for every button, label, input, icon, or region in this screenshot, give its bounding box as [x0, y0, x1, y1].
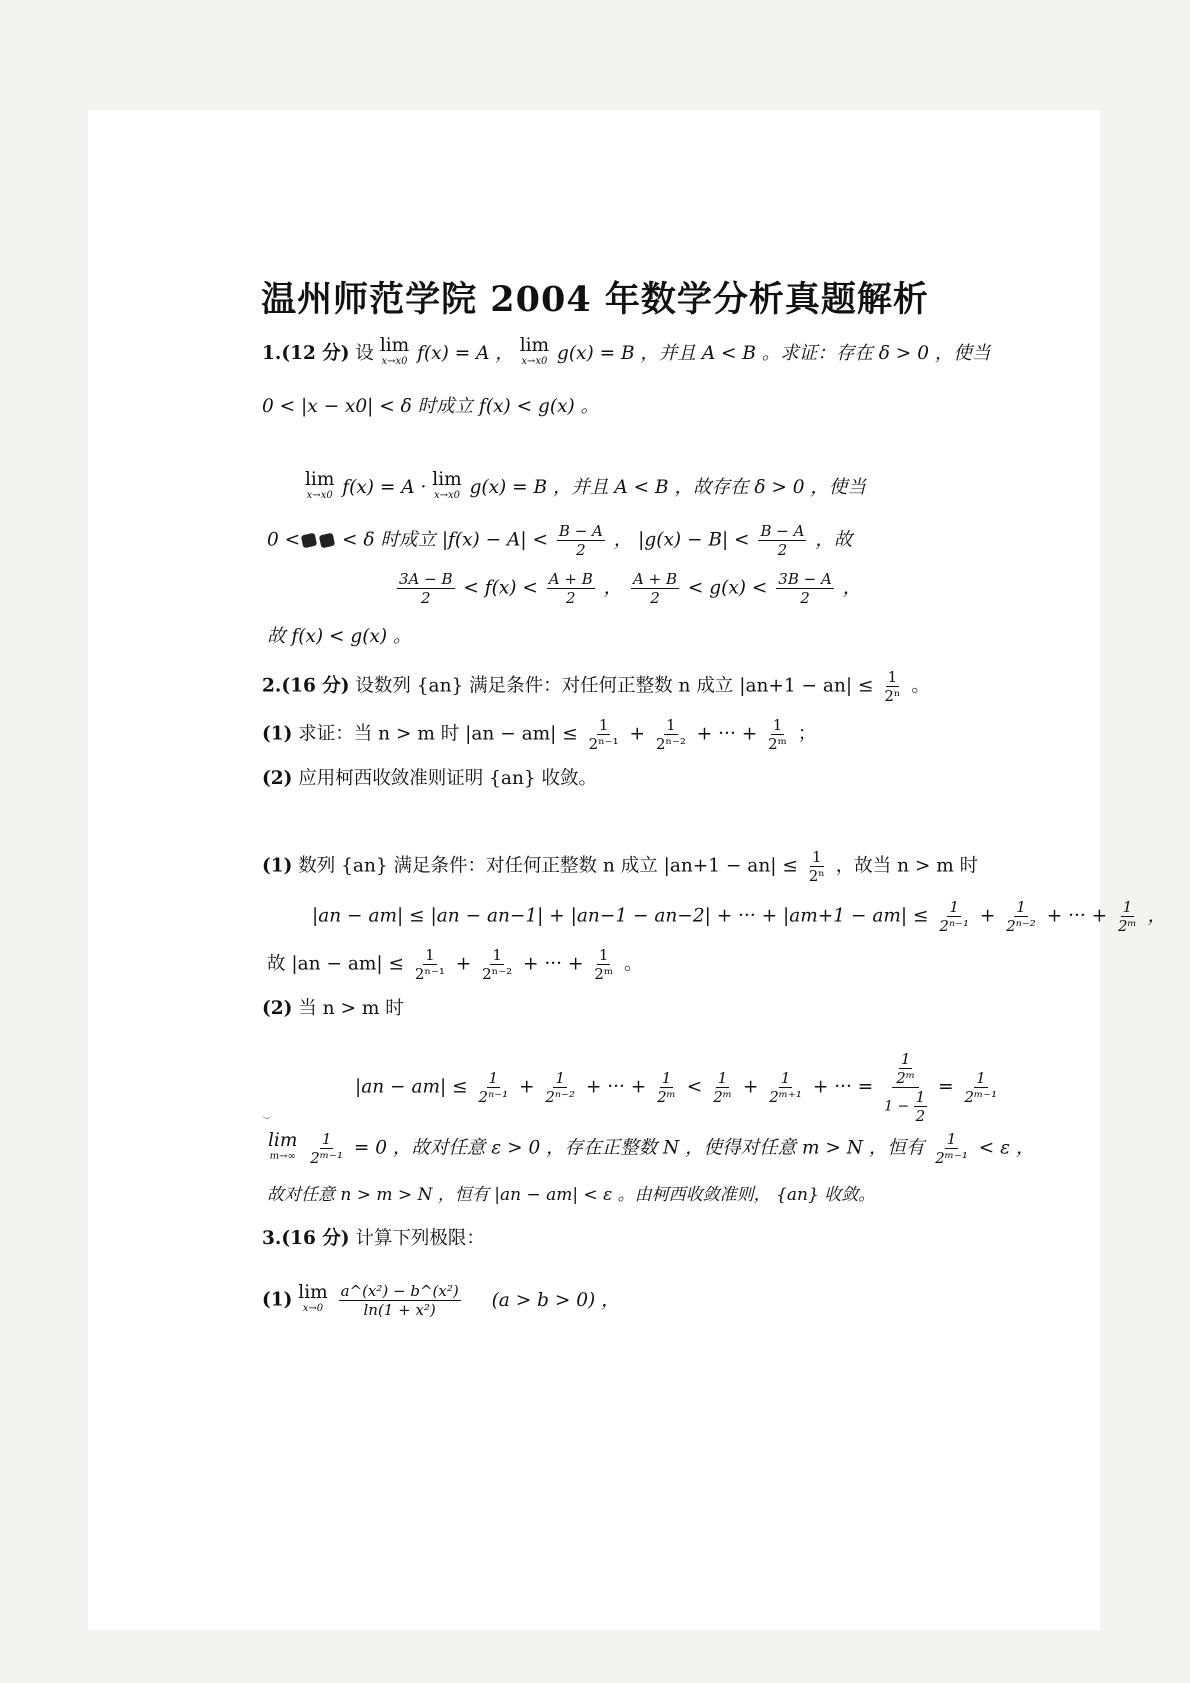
limit-operator: lim x→x0: [432, 469, 462, 501]
fraction: $\frac{1}{\text{2ᵐ}}$: [1118, 898, 1137, 935]
q2-part1: (1) 求证：当 n > m 时 |an − am| ≤ $\frac{1}{\text{2ⁿ⁻¹}}$ + $\frac{1}{\text{2ⁿ⁻²}}$ + ··· + $\frac{1}{\text{2ᵐ}}$ ；: [262, 716, 817, 753]
q2-solution1: (1) 数列 {an} 满足条件：对任何正整数 n 成立 |an+1 − an| ≤ $\frac{1}{\text{2ⁿ}}$ ，故当 n > m 时: [262, 848, 979, 885]
q2-limit-line: lim m→∞ $\frac{1}{\text{2ᵐ⁻¹}}$ = 0 ，故对任意 ε > 0 ，存在正整数 N ，使得对任意 m > N ，恒有 $\frac{1}{\text{2ᵐ⁻¹}}$ < ε ，: [268, 1129, 1035, 1167]
fraction: $\frac{1}{\text{2ᵐ}}$: [713, 1069, 732, 1106]
q1-statement-line2: 0 < |x − x0| < δ 时成立 f(x) < g(x) 。: [262, 396, 600, 417]
fraction: $\frac{A + B}{2}$: [548, 570, 593, 607]
fraction: $\frac{1}{\text{2ᵐ}}$: [594, 946, 614, 983]
fraction: $\frac{1}{\text{2ⁿ⁻²}}$: [1006, 898, 1036, 935]
fraction: $\frac{1}{\text{2ᵐ⁻¹}}$: [964, 1069, 998, 1106]
page-title: 温州师范学院 2004 年数学分析真题解析: [261, 279, 929, 320]
q1-inequality: $\frac{3A - B}{2}$ < f(x) < $\frac{A + B}{2}$ ， $\frac{A + B}{2}$ < g(x) < $\frac{3B - A}{2}$ ，: [399, 570, 862, 607]
q2-statement: 2.(16 分) 设数列 {an} 满足条件：对任何正整数 n 成立 |an+1 − an| ≤ $\frac{1}{\text{2ⁿ}}$ 。: [262, 668, 930, 705]
fraction: $\frac{1}{\text{2ⁿ⁻²}}$: [655, 716, 686, 753]
fraction: $\frac{1}{\text{2ᵐ}}$: [657, 1069, 676, 1106]
fraction: $\frac{1}{\text{2ᵐ⁻¹}}$: [935, 1130, 968, 1167]
q2-solution2-chain: |an − am| ≤ $\frac{1}{\text{2ⁿ⁻¹}}$ + $\frac{1}{\text{2ⁿ⁻²}}$ + ··· + $\frac{1}{\text{2ᵐ}}$ < $\frac{1}{\text{2ᵐ}}$ + $\frac{1}{\text{2ᵐ⁺¹}}$ + ··· = $\frac{1}{\text{2ᵐ}}$ 1 − $\frac{1}{2}$ = $\frac{1}{\text{2ᵐ⁻¹}}$: [355, 1050, 998, 1125]
q1-solution-line1: [305, 469, 866, 504]
fraction: $\frac{1}{\text{2ᵐ⁻¹}}$: [310, 1130, 343, 1167]
q2-part2: (2) 应用柯西收敛准则证明 {an} 收敛。: [262, 768, 598, 789]
q2-heading: 2.(16 分): [262, 675, 350, 697]
fraction: $\frac{1}{\text{2ⁿ⁻¹}}$: [588, 716, 619, 753]
q1-sol-g: g(x) = B ，并且 A < B ，故存在 δ > 0 ，使当: [469, 477, 866, 498]
q1-statement-line1: [262, 335, 991, 370]
fraction: $\frac{1}{\text{2ⁿ⁻²}}$: [545, 1069, 575, 1106]
limit-operator: lim m→∞: [268, 1129, 298, 1162]
fraction: $\frac{B - A}{2}$: [760, 522, 805, 559]
fraction: $\frac{1}{\text{2ⁿ⁻²}}$: [482, 946, 513, 983]
fraction: $\frac{1}{\text{2ⁿ}}$: [884, 668, 901, 705]
fraction: $\frac{1}{\text{2ᵐ}}$: [768, 716, 787, 753]
limit-operator: lim x→x0: [519, 335, 550, 367]
fraction: $\frac{3A - B}{2}$: [399, 570, 453, 607]
q2-solution1-conclusion: 故 |an − am| ≤ $\frac{1}{\text{2ⁿ⁻¹}}$ + $\frac{1}{\text{2ⁿ⁻²}}$ + ··· + $\frac{1}{\text{2ᵐ}}$ 。: [267, 946, 643, 983]
q1-solution-line2: 0 < < δ 时成立 |f(x) − A| < $\frac{B - A}{2}$ ， |g(x) − B| < $\frac{B - A}{2}$ ，故: [267, 522, 853, 559]
q2-final: 故对任意 n > m > N ，恒有 |an − am| < ε 。由柯西收敛准则， {an} 收敛。: [267, 1185, 876, 1205]
q2-solution1-chain: |an − am| ≤ |an − an−1| + |an−1 − an−2| + ··· + |am+1 − am| ≤ $\frac{1}{\text{2ⁿ⁻¹}}$ + $\frac{1}{\text{2ⁿ⁻²}}$ + ··· + $\frac{1}{\text{2ᵐ}}$ ，: [312, 898, 1167, 935]
q1-f-limit: f(x) = A ，: [417, 343, 514, 364]
q1-conclusion: 故 f(x) < g(x) 。: [267, 626, 412, 647]
fraction: $\frac{1}{\text{2ⁿ}}$: [808, 848, 825, 885]
fraction: $\frac{A + B}{2}$: [633, 570, 678, 607]
fraction: $\frac{3B - A}{2}$: [778, 570, 832, 607]
q1-sol-f: f(x) = A ·: [342, 477, 427, 498]
q3-heading: 3.(16 分): [262, 1228, 350, 1249]
q2-solution2: (2) 当 n > m 时: [262, 998, 404, 1019]
limit-operator: lim x→x0: [305, 469, 335, 501]
fraction: $\frac{1}{\text{2ᵐ⁺¹}}$: [769, 1069, 802, 1106]
fraction: $\frac{B - A}{2}$: [558, 522, 603, 559]
q1-heading: 1.(12 分): [262, 343, 350, 364]
limit-operator: lim x→x0: [379, 335, 410, 367]
compound-fraction: $\frac{1}{\text{2ᵐ}}$ 1 − $\frac{1}{2}$: [884, 1050, 926, 1125]
q1-g-limit: g(x) = B ，并且 A < B 。求证：存在 δ > 0 ，使当: [556, 343, 991, 364]
fraction: $\frac{1}{\text{2ⁿ⁻¹}}$: [414, 946, 445, 983]
q1-set-text: 设: [355, 343, 374, 364]
q3-part1: (1) lim x→0 $\frac{\text{a\textasciicircum{}(x²) − b\textasciicircum{}(x²)}}{\text{ln(1 + x²)}}$ (a > b > 0) ，: [262, 1281, 620, 1319]
fraction: $\frac{1}{\text{2ⁿ⁻¹}}$: [939, 898, 969, 935]
limit-operator: lim x→0: [298, 1281, 328, 1314]
q3-statement: 3.(16 分) 计算下列极限：: [262, 1228, 485, 1249]
fraction: $\frac{\text{a\textasciicircum{}(x²) − b\textasciicircum{}(x²)}}{\text{ln(1 + x²)}}$: [340, 1282, 459, 1319]
ink-blot: [301, 532, 317, 548]
fraction: $\frac{1}{\text{2ⁿ⁻¹}}$: [478, 1069, 509, 1106]
ink-blot: [319, 532, 335, 548]
